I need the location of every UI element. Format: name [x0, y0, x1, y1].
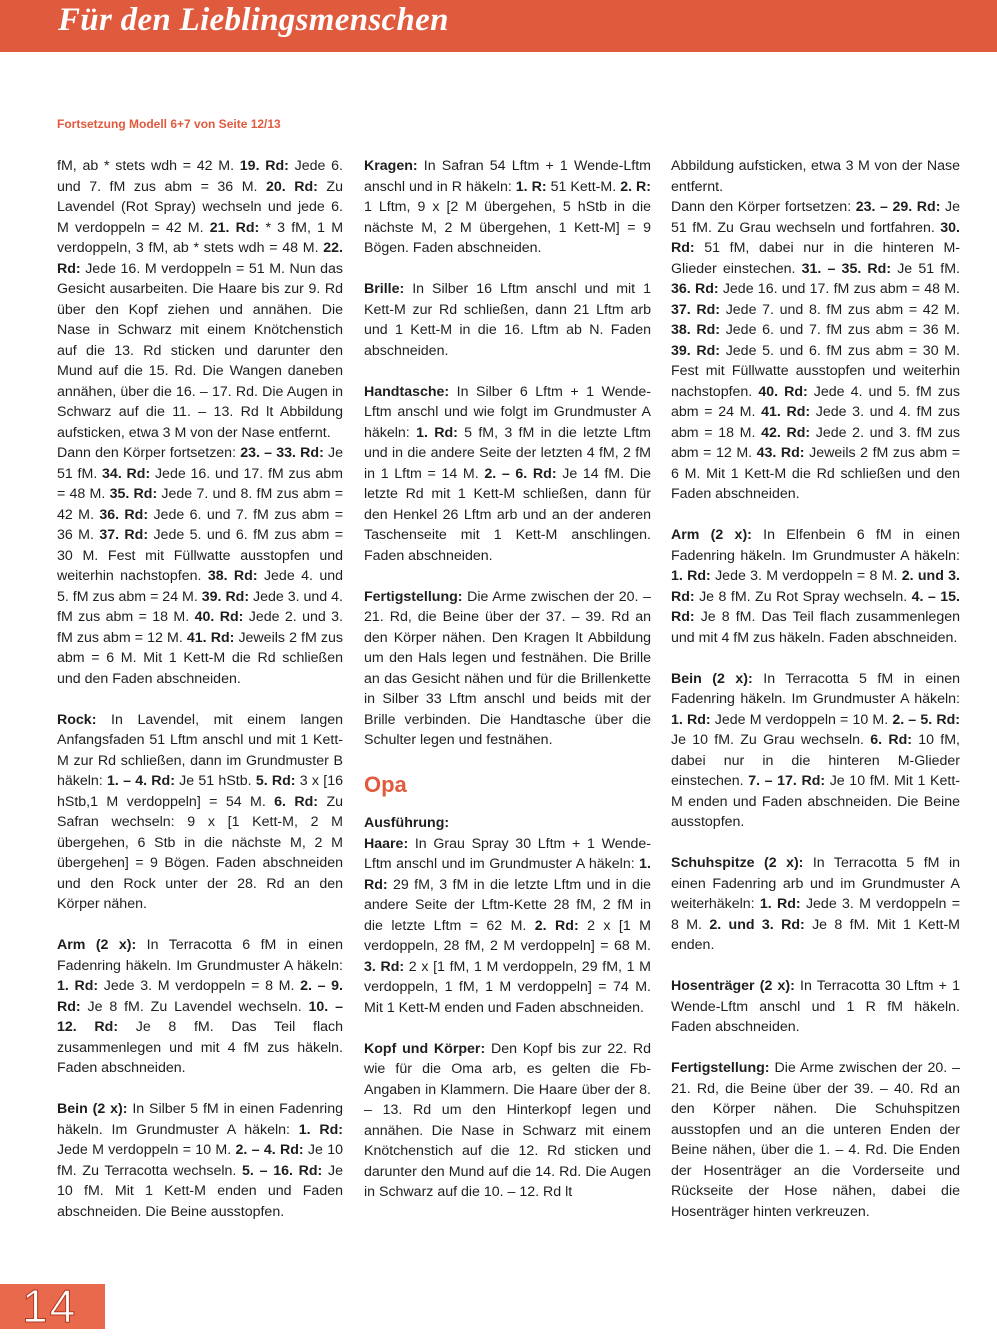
subheading-ausfuehrung — [364, 813, 651, 834]
paragraph: Hosenträger (2 x): In Terracotta 30 Lftm + 1 Wende-Lftm anschl und 1 R fM häkeln. Faden abschneiden. — [671, 978, 960, 1035]
paragraph: Abbildung aufsticken, etwa 3 M von der Nase entfernt. Dann den Körper fortsetzen: 23. – 29. Rd: Je 51 fM. Zu Grau wechseln und fortfahren. 30. Rd: 51 fM, dabei nur in die hinteren M-Glieder einstechen. 31. – 35. Rd: Je 51 fM. 36. Rd: Jede 16. und 17. fM zus abm = 48 M. 37. Rd: Jede 7. und 8. fM zus abm = 42 M. 38. Rd: Jede 6. und 7. fM zus abm = 36 M. 39. Rd: Jede 5. und 6. fM zus abm = 30 M. Fest mit Füllwatte ausstopfen und weiterhin nachstopfen. 40. Rd: Jede 4. und 5. fM zus abm = 24 M. 41. Rd: Jede 3. und 4. fM zus abm = 18 M. 42. Rd: Jede 2. und 3. fM zus abm = 12 M. 43. Rd: Jeweils 2 fM zus abm = 6 M. Mit 1 Kett-M die Rd schließen und den Faden abschneiden. — [671, 158, 961, 502]
section-heading-opa: Opa — [364, 772, 407, 797]
paragraph: Rock: In Lavendel, mit einem langen Anfangsfaden 51 Lftm anschl und mit 1 Kett-M zur Rd schließen, dann im Grundmuster B häkeln: 1. – 4. Rd: Je 51 hStb. 5. Rd: 3 x [16 hStb,1 M verdoppeln] = 54 M. 6. Rd: Zu Safran wechseln: 9 x [1 Kett-M, 2 M übergehen, 6 Stb in die nächste M, 2 M übergehen] = 9 Bögen. Faden abschneiden und den Rock unter der 28. Rd an den Körper nähen. — [57, 711, 343, 912]
page-number: 14 — [22, 1280, 78, 1332]
paragraph: Schuhspitze (2 x): In Terracotta 5 fM in einen Fadenring arb und im Grundmuster A weiterhäkeln: 1. Rd: Jede 3. M verdoppeln = 8 M. 2. und 3. Rd: Je 8 fM. Mit 1 Kett-M enden. — [671, 855, 960, 953]
text-column-2 — [364, 156, 651, 1203]
paragraph: Kopf und Körper: Den Kopf bis zur 22. Rd wie für die Oma arb, es gelten die Fb-Angaben in Klammern. Die Haare über der 8. – 13. Rd um den Hinterkopf legen und annähen. Die Nase in Schwarz mit einem Knötchenstich auf die 12. Rd sticken und darunter den Mund auf die 14. Rd. Die Augen in Schwarz auf die 10. – 12. Rd lt — [364, 1040, 651, 1200]
paragraph: fM, ab * stets wdh = 42 M. 19. Rd: Jede 6. und 7. fM zus abm = 36 M. 20. Rd: Zu Lavendel (Rot Spray) wechseln und jede 6. M verdoppeln = 42 M. 21. Rd: * 3 fM, 1 M verdoppeln, 3 fM, ab * stets wdh = 48 M. 22. Rd: Jede 16. M verdoppeln = 51 M. Nun das Gesicht ausarbeiten. Die Haare bis zur 9. Rd über den Kopf ziehen und annähen. Die Nase in Schwarz mit einem Knötchenstich auf die 13. Rd sticken und darunter den Mund auf die 15. Rd. Die Wangen daneben annähen, über die 16. – 17. Rd. Die Augen in Schwarz auf die 11. – 13. Rd lt Abbildung aufsticken, etwa 3 M von der Nase entfernt. Dann den Körper fortsetzen: 23. – 33. Rd: Je 51 fM. 34. Rd: Jede 16. und 17. fM zus abm = 48 M. 35. Rd: Jede 7. und 8. fM zus abm = 42 M. 36. Rd: Jede 6. und 7. fM zus abm = 36 M. 37. Rd: Jede 5. und 6. fM zus abm = 30 M. Fest mit Füllwatte ausstopfen und weiterhin nachstopfen. 38. Rd: Jede 4. und 5. fM zus abm = 24 M. 39. Rd: Jede 3. und 4. fM zus abm = 18 M. 40. Rd: Jede 2. und 3. fM zus abm = 12 M. 41. Rd: Jeweils 2 fM zus abm = 6 M. Mit 1 Kett-M die Rd schließen und den Faden abschneiden. — [57, 158, 344, 687]
paragraph: Kragen: In Safran 54 Lftm + 1 Wende-Lftm anschl und in R häkeln: 1. R: 51 Kett-M. 2. R: 1 Lftm, 9 x [2 M übergehen, 5 hStb in die nächste M, 2 M übergehen, 1 Kett-M] = 9 Bögen. Faden abschneiden. — [364, 158, 652, 256]
continuation-note: Fortsetzung Modell 6+7 von Seite 12/13 — [57, 117, 281, 131]
paragraph: Bein (2 x): In Silber 5 fM in einen Fadenring häkeln. Im Grundmuster A häkeln: 1. Rd: Jede M verdoppeln = 10 M. 2. – 4. Rd: Je 10 fM. Zu Terracotta wechseln. 5. – 16. Rd: Je 10 fM. Mit 1 Kett-M enden und Faden abschneiden. Die Beine ausstopfen. — [57, 1101, 343, 1220]
text-column-1 — [57, 156, 343, 1222]
paragraph: Brille: In Silber 16 Lftm anschl und mit 1 Kett-M zur Rd schließen, dann 21 Lftm arb und 1 Kett-M in die 16. Lftm ab N. Faden abschneiden. — [364, 281, 651, 359]
paragraph: Arm (2 x): In Elfenbein 6 fM in einen Fadenring häkeln. Im Grundmuster A häkeln: 1. Rd: Jede 3. M verdoppeln = 8 M. 2. und 3. Rd: Je 8 fM. Zu Rot Spray wechseln. 4. – 15. Rd: Je 8 fM. Das Teil flach zusammenlegen und mit 4 fM zus häkeln. Faden abschneiden. — [671, 527, 960, 646]
subheading-label: Ausführung: — [364, 815, 450, 831]
header-banner — [0, 0, 997, 52]
paragraph: Handtasche: In Silber 6 Lftm + 1 Wende-Lftm anschl und wie folgt im Grundmuster A häkeln: 1. Rd: 5 fM, 3 fM in die letzte Lftm und in die andere Seite der letzten 4 fM, 2 fM in 1 Lftm = 14 M. 2. – 6. Rd: Je 14 fM. Die letzte Rd mit 1 Kett-M schließen, dann für den Henkel 26 Lftm arb und an der anderen Taschenseite mit 1 Kett-M anschlingen. Faden abschneiden. — [364, 383, 651, 564]
text-column-3 — [671, 156, 960, 1222]
paragraph: Arm (2 x): In Terracotta 6 fM in einen Fadenring häkeln. Im Grundmuster A häkeln: 1. Rd: Jede 3. M verdoppeln = 8 M. 2. – 9. Rd: Je 8 fM. Zu Lavendel wechseln. 10. – 12. Rd: Je 8 fM. Das Teil flach zusammenlegen und mit 4 fM zus häkeln. Faden abschneiden. — [57, 937, 343, 1076]
paragraph: Fertigstellung: Die Arme zwischen der 20. – 21. Rd, die Beine über der 37. – 39. Rd an den Körper nähen. Den Kragen lt Abbildung um den Hals legen und festnähen. Die Brille an das Gesicht nähen und für die Brillenkette in Silber 33 Lftm anschl und beids mit der Brille verbinden. Die Handtasche über die Schulter legen und festnähen. — [364, 588, 651, 748]
paragraph: Fertigstellung: Die Arme zwischen der 20. – 21. Rd, die Beine über der 39. – 40. Rd an den Körper nähen. Die Schuhspitzen ausstopfen und an die unteren Enden der Beine nähen, über die 1. – 4. Rd. Die Enden der Hosenträger an die Vorderseite und Rückseite der Hose nähen, dabei die Hosenträger hinten verkreuzen. — [671, 1060, 960, 1220]
paragraph: Haare: In Grau Spray 30 Lftm + 1 Wende-Lftm anschl und im Grundmuster A häkeln: 1. Rd: 29 fM, 3 fM in die letzte Lftm und in die andere Seite der Lftm-Kette 28 fM, 2 fM in die letzte Lftm = 62 M. 2. Rd: 2 x [1 M verdoppeln, 28 fM, 2 M verdoppeln] = 68 M. 3. Rd: 2 x [1 fM, 1 M verdoppeln, 29 fM, 1 M verdoppeln, 1 fM, 1 M verdoppeln] = 74 M. Mit 1 Kett-M enden und Faden abschneiden. — [364, 835, 651, 1016]
page-title: Für den Lieblingsmenschen — [58, 2, 449, 38]
paragraph: Bein (2 x): In Terracotta 5 fM in einen Fadenring häkeln. Im Grundmuster A häkeln: 1. Rd: Jede M verdoppeln = 10 M. 2. – 5. Rd: Je 10 fM. Zu Grau wechseln. 6. Rd: 10 fM, dabei nur in die hinteren M-Glieder einstechen. 7. – 17. Rd: Je 10 fM. Mit 1 Kett-M enden und Faden abschneiden. Die Beine ausstopfen. — [671, 670, 960, 830]
